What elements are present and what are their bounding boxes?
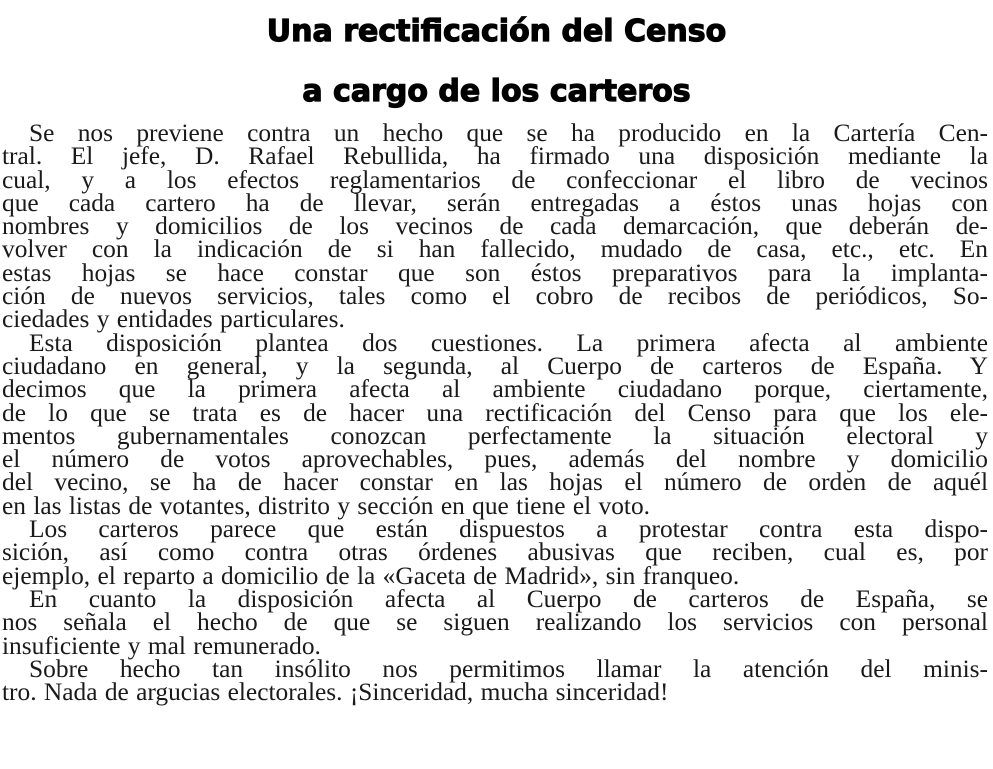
paragraph-line: Sobre hecho tan insólito nos permitimos llamar la atención del minis- bbox=[29, 654, 988, 683]
paragraph-line: mentos gubernamentales conozcan perfectamente la situación electoral y bbox=[2, 421, 988, 450]
article-headline bbox=[0, 0, 993, 122]
article-paragraph bbox=[2, 515, 988, 590]
article-paragraph bbox=[2, 584, 988, 660]
paragraph-line: Los carteros parece que están dispuestos a protestar contra esta dispo- bbox=[29, 515, 988, 544]
paragraph-line: en las listas de votantes, distrito y sección en que tiene el voto. bbox=[2, 491, 651, 520]
paragraph-line: nos señala el hecho de que se siguen realizando los servicios con personal bbox=[2, 608, 988, 637]
paragraph-line: ción de nuevos servicios, tales como el cobro de recibos de periódicos, So- bbox=[2, 282, 988, 311]
paragraph-line: el número de votos aprovechables, pues, además del nombre y domicilio bbox=[2, 445, 988, 474]
paragraph-line: tral. El jefe, D. Rafael Rebullida, ha firmado una disposición mediante la bbox=[2, 142, 988, 171]
article-paragraph bbox=[2, 119, 988, 334]
paragraph-line: ciudadano en general, y la segunda, al Cuerpo de carteros de España. Y bbox=[2, 351, 988, 380]
paragraph-line: sición, así como contra otras órdenes abusivas que reciben, cual es, por bbox=[2, 538, 988, 567]
paragraph-line: volver con la indicación de si han fallecido, mudado de casa, etc., etc. En bbox=[2, 235, 988, 264]
paragraph-line: nombres y domicilios de los vecinos de cada demarcación, que deberán de- bbox=[2, 212, 988, 241]
headline-line-1: Una rectificación del Censo bbox=[266, 14, 727, 49]
paragraph-line: de lo que se trata es de hacer una rectificación del Censo para que los ele- bbox=[2, 398, 988, 427]
article-paragraph bbox=[2, 654, 988, 707]
paragraph-line: insuficiente y mal remunerado. bbox=[2, 631, 321, 660]
article-body bbox=[2, 119, 988, 707]
paragraph-line: tro. Nada de argucias electorales. ¡Sinceridad, mucha sinceridad! bbox=[2, 678, 669, 707]
paragraph-line: ciedades y entidades particulares. bbox=[2, 305, 345, 334]
paragraph-line: Esta disposición plantea dos cuestiones. La primera afecta al ambiente bbox=[29, 328, 988, 357]
article-paragraph bbox=[2, 328, 988, 520]
headline-line-2: a cargo de los carteros bbox=[302, 74, 691, 109]
paragraph-line: decimos que la primera afecta al ambiente ciudadano porque, ciertamente, bbox=[2, 375, 988, 404]
paragraph-line: En cuanto la disposición afecta al Cuerpo de carteros de España, se bbox=[29, 584, 988, 613]
paragraph-line: que cada cartero ha de llevar, serán entregadas a éstos unas hojas con bbox=[2, 188, 988, 217]
paragraph-line: cual, y a los efectos reglamentarios de confeccionar el libro de vecinos bbox=[2, 165, 988, 194]
paragraph-line: estas hojas se hace constar que son éstos preparativos para la implanta- bbox=[2, 258, 988, 287]
paragraph-line: ejemplo, el reparto a domicilio de la «Gaceta de Madrid», sin franqueo. bbox=[2, 561, 740, 590]
paragraph-line: Se nos previene contra un hecho que se ha producido en la Cartería Cen- bbox=[29, 119, 988, 147]
paragraph-line: del vecino, se ha de hacer constar en las hojas el número de orden de aquél bbox=[2, 468, 988, 497]
